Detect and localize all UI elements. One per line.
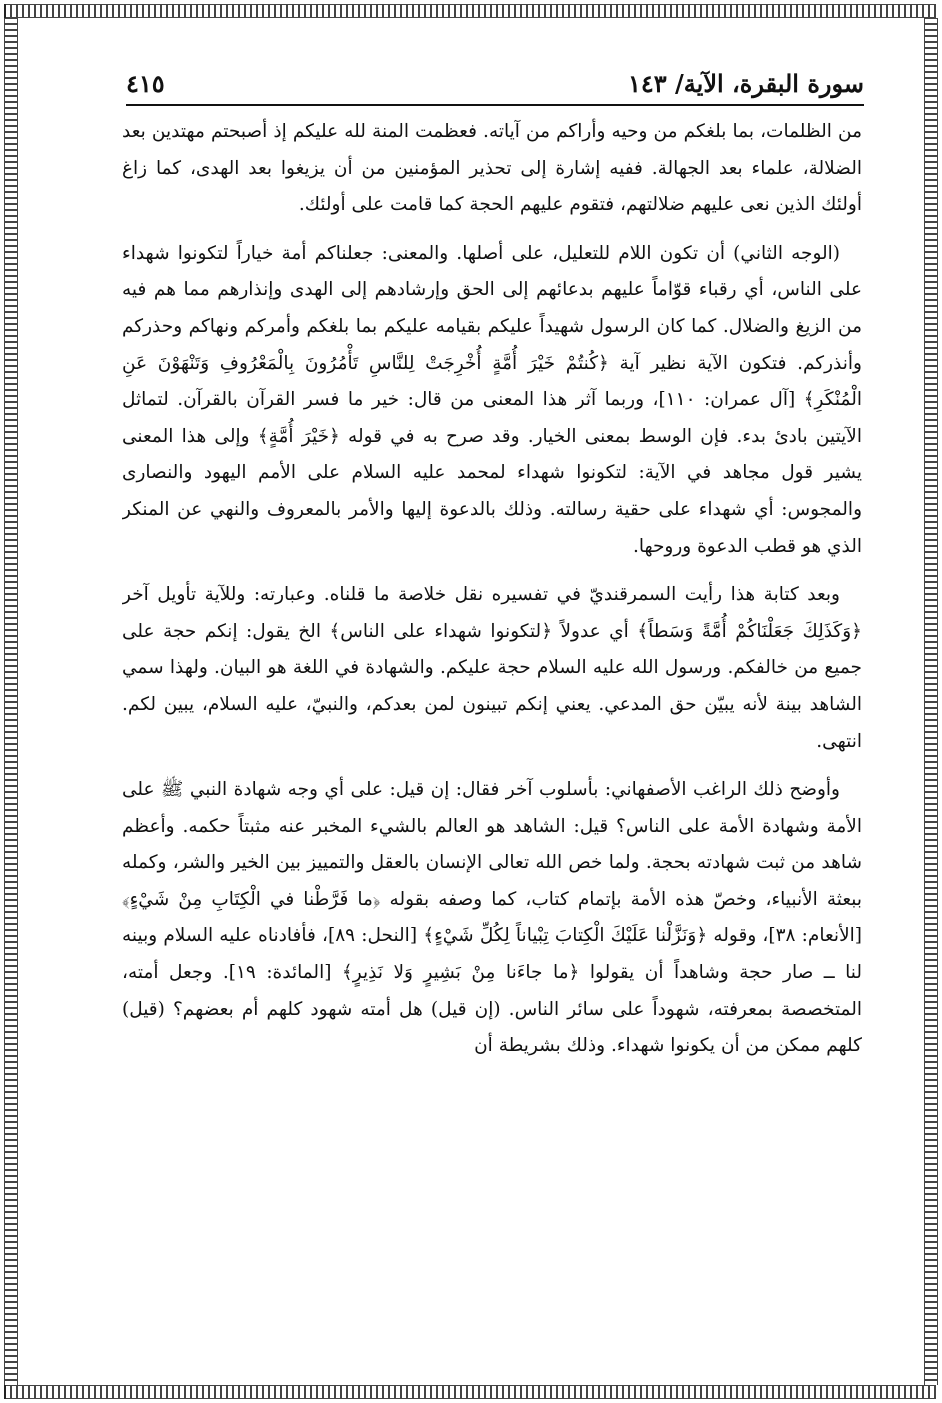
paragraph-2: (الوجه الثاني) أن تكون اللام للتعليل، على أصلها. والمعنى: جعلناكم أمة خياراً لتكونوا شهداء على الناس، أي رقباء قوّاماً عليهم بدعائهم إلى الحق وإرشادهم إلى الهدى وإنذارهم مما هم فيه من الزيغ والضلال. كما كان الرسول شهيداً عليكم بقيامه عليكم بما بلغكم وأمركم ونهاكم وحذركم وأنذركم. فتكون الآية نظير آية ﴿كُنتُمْ خَيْرَ أُمَّةٍ أُخْرِجَتْ لِلنَّاسِ تَأْمُرُونَ بِالْمَعْرُوفِ وَتَنْهَوْنَ عَنِ الْمُنْكَرِ﴾ [آل عمران: ١١٠]، وربما آثر هذا المعنى من قال: خير ما فسر القرآن بالقرآن. لتماثل الآيتين بادئ بدء. فإن الوسط بمعنى الخيار. وقد صرح به في قوله ﴿خَيْرَ أُمَّةٍ﴾ وإلى هذا المعنى يشير قول مجاهد في الآية: لتكونوا شهداء لمحمد عليه السلام على الأمم اليهود والنصارى والمجوس: أي شهداء على حقية رسالته. وذلك بالدعوة إليها والأمر بالمعروف والنهي عن المنكر الذي هو قطب الدعوة وروحها. xyxy=(122,242,862,557)
paragraph-4: وأوضح ذلك الراغب الأصفهاني: بأسلوب آخر فقال: إن قيل: على أي وجه شهادة النبي ﷺ على الأمة وشهادة الأمة على الناس؟ قيل: الشاهد هو العالم بالشيء المخبر عنه مثبتاً حكمه. وأعظم شاهد من ثبت شهادته بحجة. ولما خص الله تعالى الإنسان بالعقل والتمييز بين الخير والشر، وكمله ببعثة الأنبياء، وخصّ هذه الأمة بإتمام كتاب، كما وصفه بقوله ﴿ما فَرَّطْنا في الْكِتَابِ مِنْ شَيْءٍ﴾ [الأنعام: ٣٨]، وقوله ﴿وَنَزَّلْنا عَلَيْكَ الْكِتابَ تِبْياناً لِكُلِّ شَيْءٍ﴾ [النحل: ٨٩]، فأفادناه عليه السلام وبينه لنا ــ صار حجة وشاهداً أن يقولوا ﴿ما جاءَنا مِنْ بَشِيرٍ وَلا نَذِيرٍ﴾ [المائدة: ١٩]. وجعل أمته، المتخصصة بمعرفته، شهوداً على سائر الناس. (إن قيل) هل أمته شهود كلهم أم بعضهم؟ (قيل) كلهم ممكن من أن يكونوا شهداء. وذلك بشريطة أن xyxy=(122,779,862,1057)
decorative-border-bottom xyxy=(6,1385,936,1399)
decorative-border-top xyxy=(6,4,936,18)
paragraph-1: من الظلمات، بما بلغكم من وحيه وأراكم من آياته. فعظمت المنة لله عليكم إذ أصبحتم مهتدين بعد الضلالة، علماء بعد الجهالة. ففيه إشارة إلى تحذير المؤمنين من أن يزيغوا بعد الهدى، كما زاغ أولئك الذين نعى عليهم ضلالتهم، فتقوم عليهم الحجة كما قامت على أولئك. xyxy=(122,121,862,216)
decorative-border-right xyxy=(924,18,938,1385)
decorative-border-left xyxy=(4,18,18,1385)
page-header xyxy=(126,62,864,106)
running-title: سورة البقرة، الآية/ ١٤٣ xyxy=(627,68,864,98)
page-body xyxy=(122,114,862,1293)
paragraph-3: وبعد كتابة هذا رأيت السمرقنديّ في تفسيره نقل خلاصة ما قلناه. وعبارته: وللآية تأويل آخر ﴿وَكَذَلِكَ جَعَلْنَاكُمْ أُمَّةً وَسَطاً﴾ أي عدولاً ﴿لتكونوا شهداء على الناس﴾ الخ يقول: إنكم حجة على جميع من خالفكم. ورسول الله عليه السلام حجة عليكم. والشهادة في اللغة هو البيان. ولهذا سمي الشاهد بينة لأنه يبيّن حق المدعي. يعني إنكم تبينون لمن بعدكم، والنبيّ، عليه السلام، يبين لكم. انتهى. xyxy=(122,584,862,752)
page-number: ٤١٥ xyxy=(126,68,165,98)
